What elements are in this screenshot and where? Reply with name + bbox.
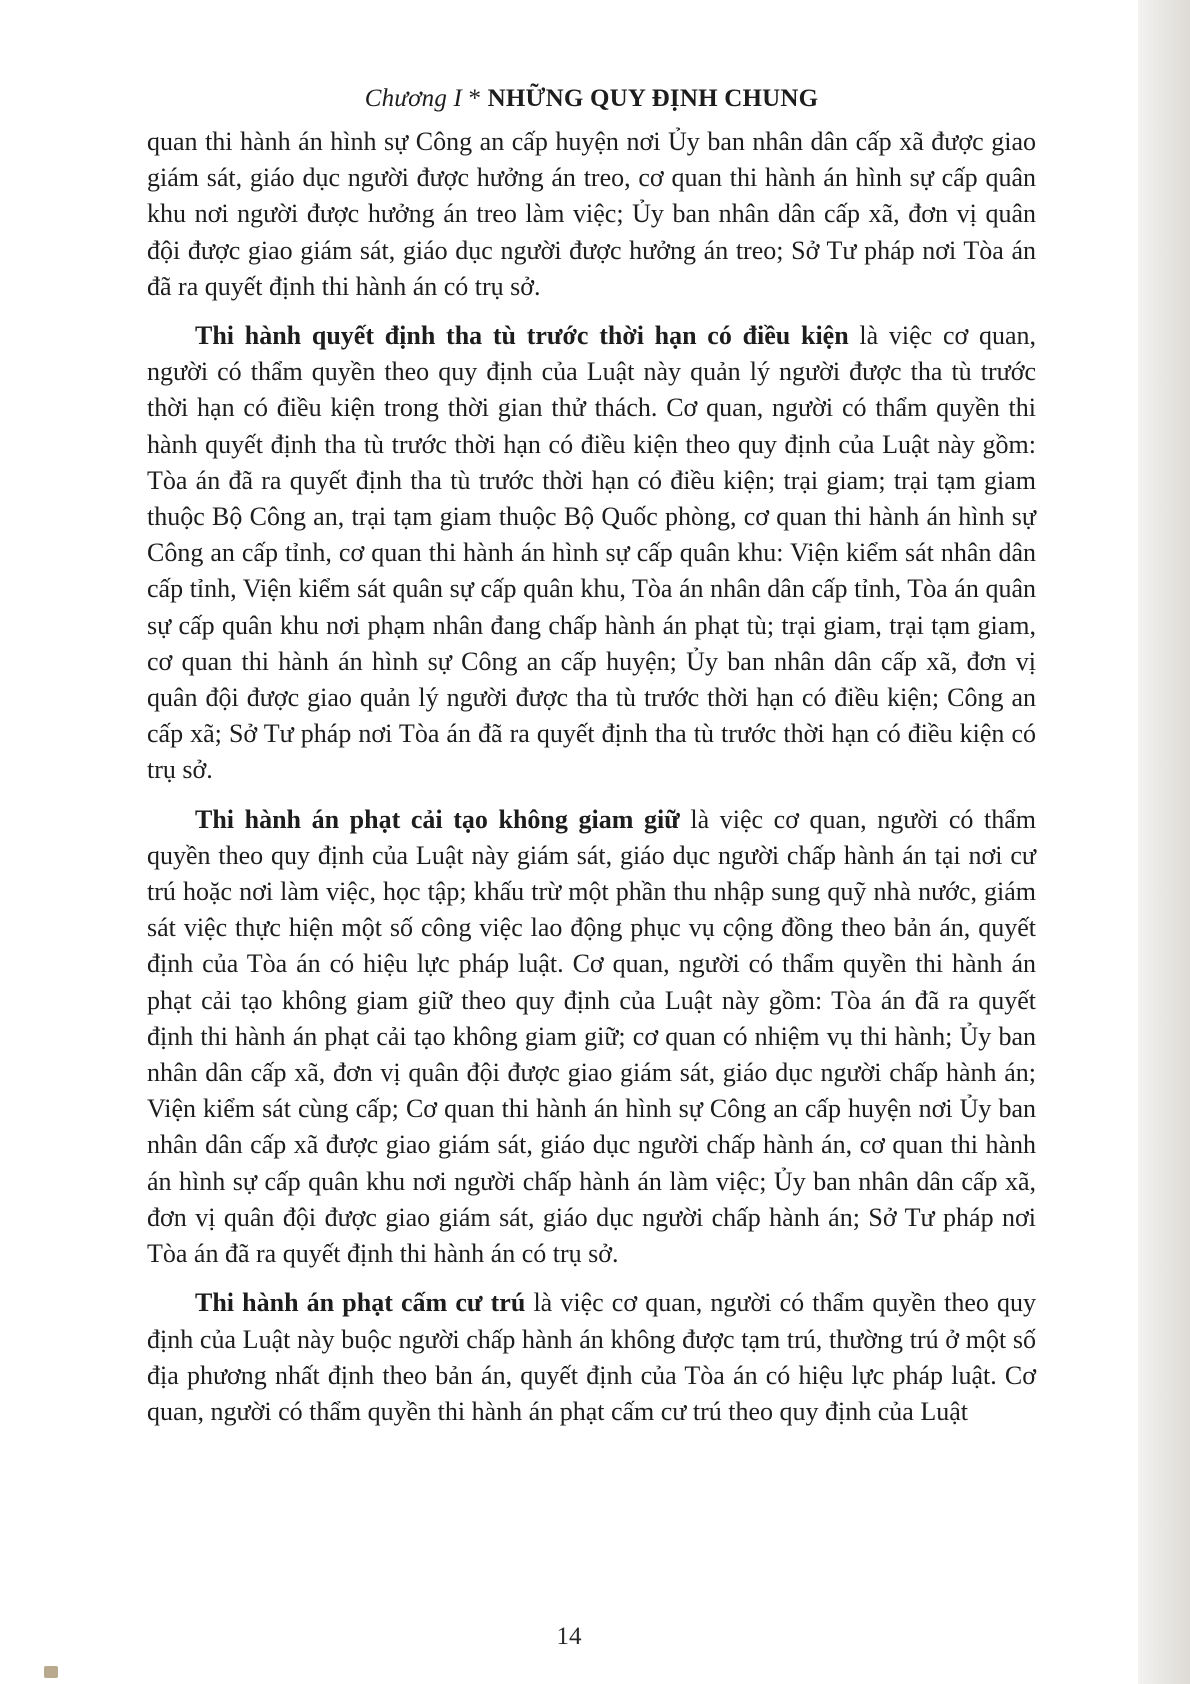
- chapter-label: Chương I: [364, 85, 463, 112]
- page-header: [147, 82, 1036, 116]
- paragraph-parole-enforcement: [147, 318, 1036, 789]
- paragraph-term: Thi hành quyết định tha tù trước thời hạn có điều kiện: [195, 321, 849, 351]
- paragraph-continuation: [147, 124, 1036, 305]
- scan-corner-mark: [44, 1666, 58, 1678]
- paragraph-residence-ban: [147, 1285, 1036, 1430]
- header-separator: *: [462, 85, 488, 112]
- chapter-title: NHỮNG QUY ĐỊNH CHUNG: [487, 85, 819, 112]
- page-number: 14: [556, 1623, 582, 1650]
- paragraph-text: quan thi hành án hình sự Công an cấp huyện nơi Ủy ban nhân dân cấp xã được giao giám sát, giáo dục người được hưởng án treo, cơ quan thi hành án hình sự cấp quân khu nơi người được hưởng án treo làm việc; Ủy ban nhân dân cấp xã, đơn vị quân đội được giao giám sát, giáo dục người được hưởng án treo; Sở Tư pháp nơi Tòa án đã ra quyết định thi hành án có trụ sở.: [147, 127, 1036, 301]
- paragraph-non-custodial-reform: [147, 802, 1036, 1273]
- paragraph-text: là việc cơ quan, người có thẩm quyền theo quy định của Luật này buộc người chấp hành án không được tạm trú, thường trú ở một số địa phương nhất định theo bản án, quyết định của Tòa án có hiệu lực pháp luật. Cơ quan, người có thẩm quyền thi hành án phạt cấm cư trú theo quy định của Luật: [147, 1288, 1036, 1426]
- paragraph-term: Thi hành án phạt cải tạo không giam giữ: [195, 804, 680, 834]
- paragraph-text: là việc cơ quan, người có thẩm quyền theo quy định của Luật này quản lý người được tha tù trước thời hạn có điều kiện trong thời gian thử thách. Cơ quan, người có thẩm quyền thi hành quyết định tha tù trước thời hạn có điều kiện theo quy định của Luật này gồm: Tòa án đã ra quyết định tha tù trước thời hạn có điều kiện; trại giam; trại tạm giam thuộc Bộ Công an, trại tạm giam thuộc Bộ Quốc phòng, cơ quan thi hành án hình sự Công an cấp tỉnh, cơ quan thi hành án hình sự cấp quân khu: Viện kiểm sát nhân dân cấp tỉnh, Viện kiểm sát quân sự cấp quân khu, Tòa án nhân dân cấp tỉnh, Tòa án quân sự cấp quân khu nơi phạm nhân đang chấp hành án phạt tù; trại giam, trại tạm giam, cơ quan thi hành án hình sự Công an cấp huyện; Ủy ban nhân dân cấp xã, đơn vị quân đội được giao quản lý người được tha tù trước thời hạn có điều kiện; Công an cấp xã; Sở Tư pháp nơi Tòa án đã ra quyết định tha tù trước thời hạn có điều kiện có trụ sở.: [147, 321, 1036, 785]
- scan-page-edge: [1138, 0, 1190, 1684]
- paragraph-term: Thi hành án phạt cấm cư trú: [195, 1288, 526, 1318]
- paragraph-text: là việc cơ quan, người có thẩm quyền theo quy định của Luật này giám sát, giáo dục người chấp hành án tại nơi cư trú hoặc nơi làm việc, học tập; khấu trừ một phần thu nhập sung quỹ nhà nước, giám sát việc thực hiện một số công việc lao động phục vụ cộng đồng theo bản án, quyết định của Tòa án có hiệu lực pháp luật. Cơ quan, người có thẩm quyền thi hành án phạt cải tạo không giam giữ theo quy định của Luật này gồm: Tòa án đã ra quyết định thi hành án phạt cải tạo không giam giữ; cơ quan có nhiệm vụ thi hành; Ủy ban nhân dân cấp xã, đơn vị quân đội được giao giám sát, giáo dục người chấp hành án; Viện kiểm sát cùng cấp; Cơ quan thi hành án hình sự Công an cấp huyện nơi Ủy ban nhân dân cấp xã được giao giám sát, giáo dục người chấp hành án, cơ quan thi hành án hình sự cấp quân khu nơi người chấp hành án làm việc; Ủy ban nhân dân cấp xã, đơn vị quân đội được giao giám sát, giáo dục người chấp hành án; Sở Tư pháp nơi Tòa án đã ra quyết định thi hành án có trụ sở.: [147, 804, 1036, 1269]
